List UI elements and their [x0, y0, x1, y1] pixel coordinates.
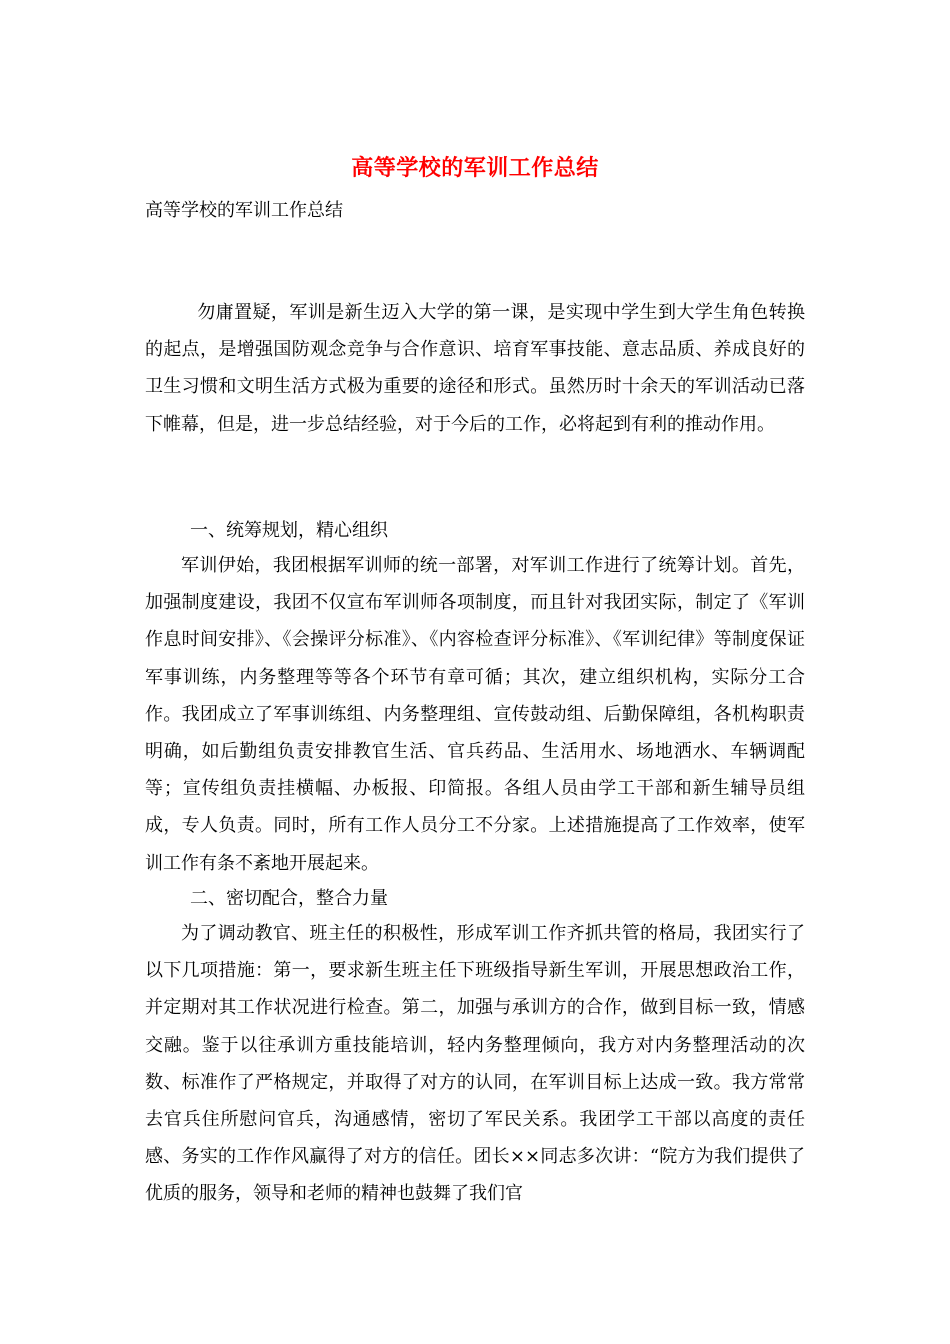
section-1-paragraph: 军训伊始，我团根据军训师的统一部署，对军训工作进行了统筹计划。首先，加强制度建设，我团不仅宣布军训师各项制度，而且针对我团实际，制定了《军训作息时间安排》、《会操评分标准》、《内容检查评分标准》、《军训纪律》等制度保证军事训练，内务整理等等各个环节有章可循；其次，建立组织机构，实际分工合作。我团成立了军事训练组、内务整理组、宣传鼓动组、后勤保障组，各机构职责明确，如后勤组负责安排教官生活、官兵药品、生活用水、场地洒水、车辆调配等；宣传组负责挂横幅、办板报、印简报。各组人员由学工干部和新生辅导员组成，专人负责。同时，所有工作人员分工不分家。上述措施提高了工作效率，使军训工作有条不紊地开展起来。: [145, 555, 805, 874]
section-2-heading: 二、密切配合，整合力量: [190, 888, 388, 909]
section-1-heading: 一、统筹规划，精心组织: [190, 520, 388, 541]
document-title: 高等学校的军训工作总结: [351, 155, 599, 181]
document-subtitle: 高等学校的军训工作总结: [145, 200, 343, 221]
intro-paragraph: 勿庸置疑，军训是新生迈入大学的第一课，是实现中学生到大学生角色转换的起点，是增强国防观念竞争与合作意识、培育军事技能、意志品质、养成良好的卫生习惯和文明生活方式极为重要的途径和形式。虽然历时十余天的军训活动已落下帷幕，但是，进一步总结经验，对于今后的工作，必将起到有利的推动作用。: [145, 302, 805, 435]
section-2-paragraph: 为了调动教官、班主任的积极性，形成军训工作齐抓共管的格局，我团实行了以下几项措施：第一，要求新生班主任下班级指导新生军训，开展思想政治工作，并定期对其工作状况进行检查。第二，加强与承训方的合作，做到目标一致，情感交融。鉴于以往承训方重技能培训，轻内务整理倾向，我方对内务整理活动的次数、标准作了严格规定，并取得了对方的认同，在军训目标上达成一致。我方常常去官兵住所慰问官兵，沟通感情，密切了军民关系。我团学工干部以高度的责任感、务实的工作作风赢得了对方的信任。团长××同志多次讲：“院方为我们提供了优质的服务，领导和老师的精神也鼓舞了我们官: [145, 923, 805, 1205]
